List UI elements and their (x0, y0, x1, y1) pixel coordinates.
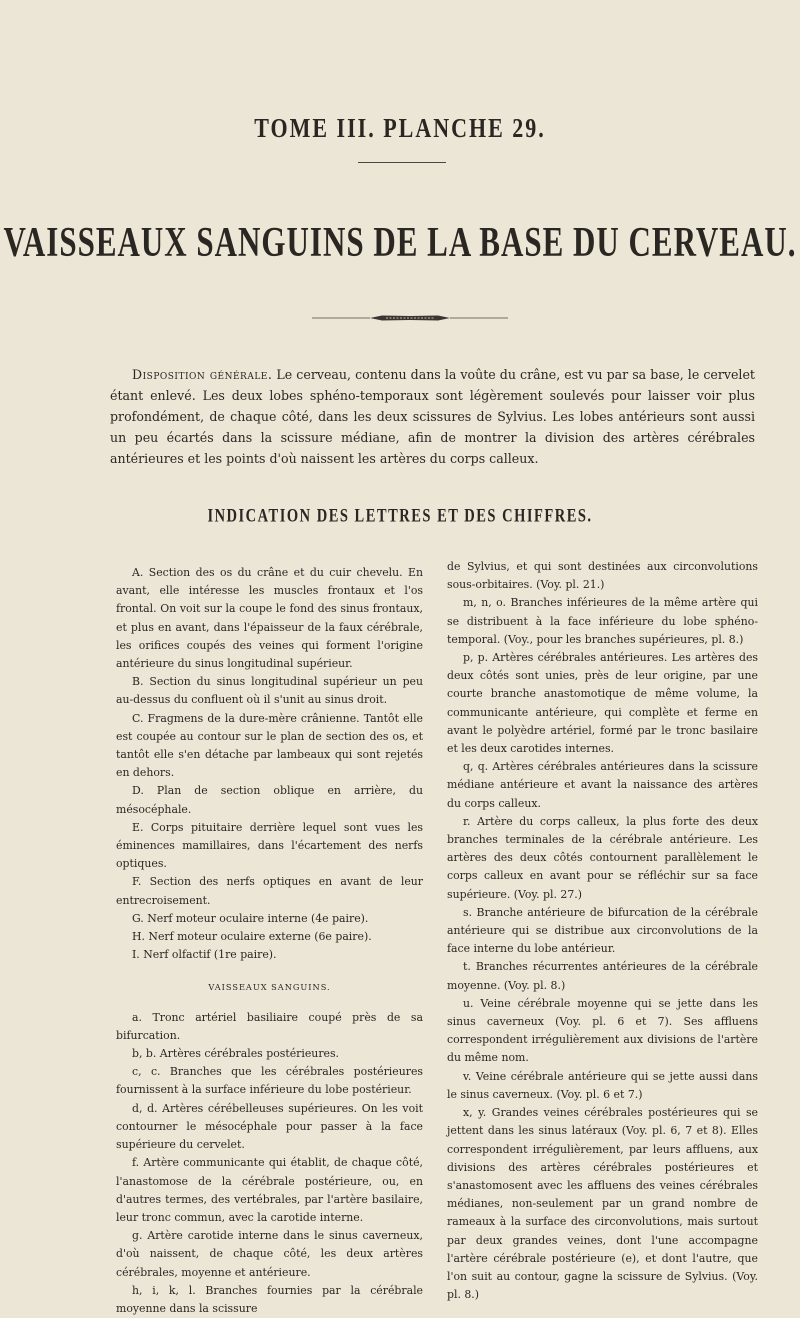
vessels-subheading: VAISSEAUX SANGUINS. (208, 982, 331, 993)
legend-entry: I. Nerf olfactif (1re paire). (132, 948, 277, 962)
legend-entry: D. Plan de section oblique en arrière, du mésocéphale. (116, 784, 423, 816)
legend-entry: v. Veine cérébrale antérieure qui se jette aussi dans le sinus caverneux. (Voy. pl. 6 et 7.) (447, 1069, 758, 1101)
legend-entry: E. Corps pituitaire derrière lequel sont vues les éminences mamillaires, dans l'écartement des nerfs optiques. (116, 820, 423, 871)
legend-entry: m, n, o. Branches inférieures de la même artère qui se distribuent à la face inférieure du lobe sphéno-temporal. (Voy., pour les branches supérieures, pl. 8.) (447, 596, 758, 646)
general-disposition-paragraph (110, 364, 755, 469)
legend-entry: A. Section des os du crâne et du cuir chevelu. En avant, elle intéresse les muscles frontaux et l'os frontal. On voit sur la coupe le fond des sinus frontaux, et plus en avant, dans l'épaisseur de la faux cérébrale, les orifices coupés des veines qui forment l'origine antérieure du sinus longitudinal supérieur. (116, 566, 423, 671)
legend-entry: x, y. Grandes veines cérébrales postérieures qui se jettent dans les sinus latéraux (Voy. pl. 6, 7 et 8). Elles correspondent irrégulièrement, par leurs affluens, aux divisions des artères cérébrales postérieures et s'anastomosent avec les affluens des veines cérébrales médianes, non-seulement par un grand nombre de rameaux à la surface des circonvolutions, mais surtout par deux grandes veines, dont l'une accompagne l'artère cérébrale postérieure (e), et dont l'autre, que l'on suit au contour, gagne la scissure de Sylvius. (Voy. pl. 8.) (447, 1106, 758, 1302)
legend-entry: H. Nerf moteur oculaire externe (6e paire). (132, 930, 372, 944)
legend-heading: INDICATION DES LETTRES ET DES CHIFFRES. (207, 506, 593, 527)
legend-entry: G. Nerf moteur oculaire interne (4e paire). (132, 911, 369, 925)
legend-entry: u. Veine cérébrale moyenne qui se jette dans les sinus caverneux (Voy. pl. 6 et 7). Ses affluens correspondent irrégulièrement aux divisions de l'artère du même nom. (447, 996, 758, 1065)
legend-entry: p, p. Artères cérébrales antérieures. Les artères des deux côtés sont unies, près de leur origine, par une courte branche anastomotique de même volume, la communicante antérieure, qui complète et ferme en avant le polyèdre artériel, formé par le tronc basilaire et les deux carotides internes. (447, 651, 758, 756)
plate-title: VAISSEAUX SANGUINS DE LA BASE DU CERVEAU. (3, 218, 797, 266)
legend-entry: b, b. Artères cérébrales postérieures. (132, 1047, 340, 1061)
ornamental-divider (310, 313, 510, 323)
disposition-text: Le cerveau, contenu dans la voûte du crâne, est vu par sa base, le cervelet étant enlevé. Les deux lobes sphéno-temporaux sont légèrement soulevés pour laisser voir plus profondément, de chaque côté, dans les deux scissures de Sylvius. Les lobes antérieurs sont aussi un peu écartés dans la scissure médiane, afin de montrer la division des artères cérébrales antérieures et les points d'où naissent les artères du corps calleux. (110, 367, 755, 466)
legend-entry: g. Artère carotide interne dans le sinus caverneux, d'où naissent, de chaque côté, les deux artères cérébrales, moyenne et antérieure. (116, 1229, 423, 1279)
legend-entry: d, d. Artères cérébelleuses supérieures. On les voit contourner le mésocéphale pour passer à la face supérieure du cervelet. (116, 1101, 423, 1152)
legend-entry: c, c. Branches que les cérébrales postérieures fournissent à la surface inférieure du lobe postérieur. (116, 1065, 423, 1097)
legend-left-column (116, 564, 423, 1318)
legend-entry: h, i, k, l. Branches fournies par la cérébrale moyenne dans la scissure (116, 1283, 423, 1315)
disposition-label: Disposition générale. (132, 367, 273, 382)
legend-entry: F. Section des nerfs optiques en avant de leur entrecroisement. (116, 875, 423, 907)
plate-number-heading: TOME III. PLANCHE 29. (254, 112, 546, 144)
short-rule-divider (358, 162, 446, 163)
legend-entry: t. Branches récurrentes antérieures de la cérébrale moyenne. (Voy. pl. 8.) (447, 960, 758, 992)
legend-entry: f. Artère communicante qui établit, de chaque côté, l'anastomose de la cérébrale postérieure, ou, en d'autres termes, des vertébrales, par l'artère basilaire, leur tronc commun, avec la carotide interne. (116, 1156, 423, 1224)
legend-entry: q, q. Artères cérébrales antérieures dans la scissure médiane antérieure et avant la naissance des artères du corps calleux. (447, 760, 758, 810)
legend-entry: de Sylvius, et qui sont destinées aux circonvolutions sous-orbitaires. (Voy. pl. 21.) (447, 560, 758, 592)
legend-entry: s. Branche antérieure de bifurcation de la cérébrale antérieure qui se distribue aux circonvolutions de la face interne du lobe antérieur. (447, 905, 758, 956)
legend-entry: r. Artère du corps calleux, la plus forte des deux branches terminales de la cérébrale antérieure. Les artères des deux côtés contournent parallèlement le corps calleux en avant pour se réfléchir sur sa face supérieure. (Voy. pl. 27.) (447, 814, 758, 901)
legend-entry: C. Fragmens de la dure-mère crânienne. Tantôt elle est coupée au contour sur le plan de section des os, et tantôt elle s'en détache par lambeaux qui sont rejetés en dehors. (116, 711, 423, 780)
legend-right-column (447, 558, 758, 1304)
legend-entry: a. Tronc artériel basiliaire coupé près de sa bifurcation. (116, 1010, 423, 1042)
legend-entry: B. Section du sinus longitudinal supérieur un peu au-dessus du confluent où il s'unit au sinus droit. (116, 675, 423, 707)
